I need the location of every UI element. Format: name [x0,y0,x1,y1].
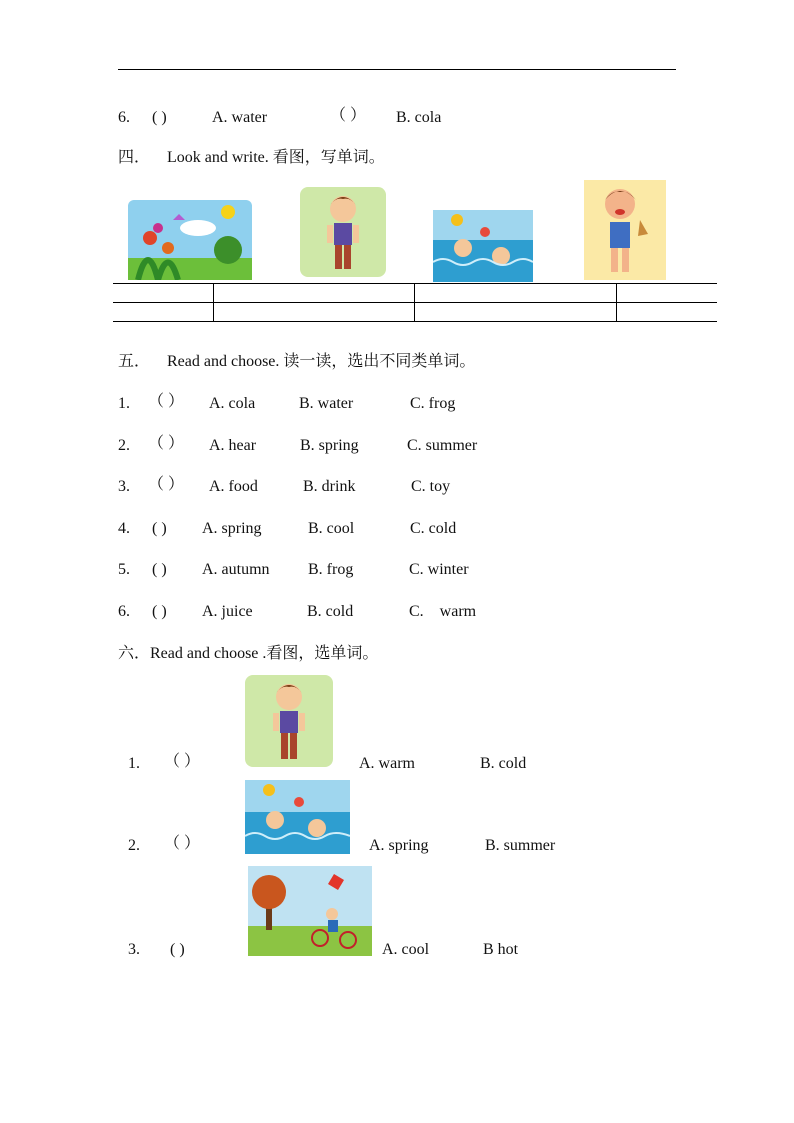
boy-standing-picture [300,187,386,277]
question-number: 6. [118,603,130,620]
swimming-summer-picture [433,210,533,282]
section6-title: 六．Read and choose .看图，选单词。 [118,645,379,662]
option-b: B. cool [308,520,355,537]
option-c: C. warm [409,603,477,620]
option-b: B. summer [485,837,556,854]
hot-boy-icecream-picture [584,180,666,280]
write-answer-table [113,283,717,322]
option-a: A. spring [202,520,262,537]
option-b: B hot [483,941,519,958]
q6-option-b: B. cola [396,109,442,126]
question-number: 2. [128,837,140,854]
option-b: B. cold [307,603,354,620]
option-a: A. spring [369,837,429,854]
option-c: C. frog [410,395,456,412]
option-a: A. cool [382,941,430,958]
boy-standing-picture [245,675,333,767]
section5-title: Read and choose. 读一读，选出不同类单词。 [167,353,476,370]
question-number: 2. [118,437,130,454]
answer-cell[interactable] [616,303,717,322]
option-b: B. drink [303,478,356,495]
answer-paren[interactable]: ( ) [152,603,167,620]
question-number: 1. [118,395,130,412]
option-a: A. warm [359,755,415,772]
autumn-bike-kite-picture [248,866,372,956]
section5-number: 五． [118,353,151,370]
answer-paren[interactable]: （ ） [164,835,201,852]
answer-paren[interactable]: （ ） [148,435,185,452]
answer-cell[interactable] [214,284,415,303]
header-rule [118,69,676,70]
answer-cell[interactable] [616,284,717,303]
question-number: 3. [118,478,130,495]
option-b: B. spring [300,437,359,454]
q6-number: 6. [118,109,130,126]
answer-paren[interactable]: （ ） [148,476,185,493]
swimming-summer-picture [245,780,350,854]
answer-cell[interactable] [214,303,415,322]
option-a: A. hear [209,437,257,454]
section4-title: Look and write. 看图，写单词。 [167,149,385,166]
question-number: 5. [118,561,130,578]
option-b: B. water [299,395,354,412]
question-number: 1. [128,755,140,772]
option-c: C. cold [410,520,457,537]
option-b: B. frog [308,561,354,578]
answer-paren[interactable]: ( ) [170,941,185,958]
answer-cell[interactable] [415,303,616,322]
q6-answer-paren-2[interactable]: （ ） [330,107,367,124]
q6-option-a: A. water [212,109,268,126]
answer-cell[interactable] [415,284,616,303]
option-c: C. summer [407,437,478,454]
question-number: 3. [128,941,140,958]
answer-paren[interactable]: （ ） [164,753,201,770]
answer-cell[interactable] [113,284,214,303]
option-c: C. winter [409,561,469,578]
answer-paren[interactable]: ( ) [152,520,167,537]
answer-paren[interactable]: （ ） [148,393,185,410]
option-c: C. toy [411,478,451,495]
question-number: 4. [118,520,130,537]
option-a: A. cola [209,395,256,412]
answer-cell[interactable] [113,303,214,322]
section4-number: 四． [118,149,151,166]
option-a: A. juice [202,603,253,620]
option-b: B. cold [480,755,527,772]
option-a: A. autumn [202,561,270,578]
option-a: A. food [209,478,258,495]
answer-paren[interactable]: ( ) [152,561,167,578]
flowers-spring-picture [128,200,252,280]
q6-answer-paren[interactable]: ( ) [152,109,167,126]
